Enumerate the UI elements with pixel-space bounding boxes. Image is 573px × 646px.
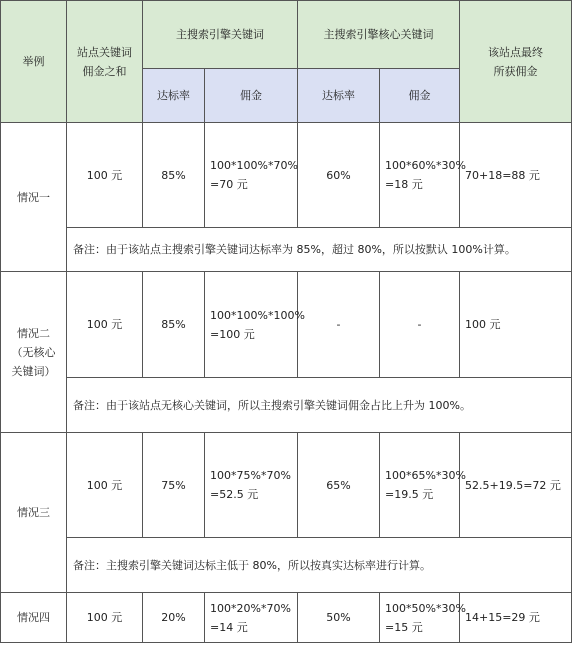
core-rate-cell: 65%: [298, 433, 380, 538]
header-final-commission: 该站点最终 所获佣金: [460, 1, 572, 123]
main-rate-cell: 20%: [143, 593, 205, 643]
header-example: 举例: [1, 1, 67, 123]
table-row: [1, 123, 572, 228]
final-cell: 14+15=29 元: [460, 593, 572, 643]
note-cell: 备注：主搜索引擎关键词达标主低于 80%，所以按真实达标率进行计算。: [67, 538, 572, 593]
main-commission-cell: 100*75%*70% =52.5 元: [205, 433, 298, 538]
main-commission-cell: 100*100%*70% =70 元: [205, 123, 298, 228]
header-main-rate: 达标率: [143, 69, 205, 123]
row-label: 情况一: [1, 123, 67, 272]
table-row: [1, 433, 572, 538]
header-core-commission: 佣金: [380, 69, 460, 123]
header-commission-sum: 站点关键词 佣金之和: [67, 1, 143, 123]
final-cell: 100 元: [460, 272, 572, 378]
note-cell: 备注：由于该站点无核心关键词，所以主搜索引擎关键词佣金占比上升为 100%。: [67, 378, 572, 433]
core-rate-cell: 60%: [298, 123, 380, 228]
core-commission-cell: 100*60%*30% =18 元: [380, 123, 460, 228]
row-label: 情况二 （无核心 关键词）: [1, 272, 67, 433]
main-commission-cell: 100*20%*70% =14 元: [205, 593, 298, 643]
main-rate-cell: 85%: [143, 272, 205, 378]
core-rate-cell: 50%: [298, 593, 380, 643]
main-rate-cell: 85%: [143, 123, 205, 228]
row-label: 情况三: [1, 433, 67, 593]
core-commission-cell: -: [380, 272, 460, 378]
core-commission-cell: 100*65%*30% =19.5 元: [380, 433, 460, 538]
core-rate-cell: -: [298, 272, 380, 378]
header-core-keywords: 主搜索引擎核心关键词: [298, 1, 460, 69]
core-commission-cell: 100*50%*30% =15 元: [380, 593, 460, 643]
header-main-commission: 佣金: [205, 69, 298, 123]
row-label: 情况四: [1, 593, 67, 643]
note-cell: 备注：由于该站点主搜索引擎关键词达标率为 85%，超过 80%，所以按默认 100%计算。: [67, 228, 572, 272]
table-row: [1, 593, 572, 643]
sum-cell: 100 元: [67, 593, 143, 643]
table-row: [1, 272, 572, 378]
sum-cell: 100 元: [67, 272, 143, 378]
main-commission-cell: 100*100%*100% =100 元: [205, 272, 298, 378]
main-rate-cell: 75%: [143, 433, 205, 538]
sum-cell: 100 元: [67, 433, 143, 538]
header-core-rate: 达标率: [298, 69, 380, 123]
header-main-keywords: 主搜索引擎关键词: [143, 1, 298, 69]
final-cell: 52.5+19.5=72 元: [460, 433, 572, 538]
final-cell: 70+18=88 元: [460, 123, 572, 228]
sum-cell: 100 元: [67, 123, 143, 228]
